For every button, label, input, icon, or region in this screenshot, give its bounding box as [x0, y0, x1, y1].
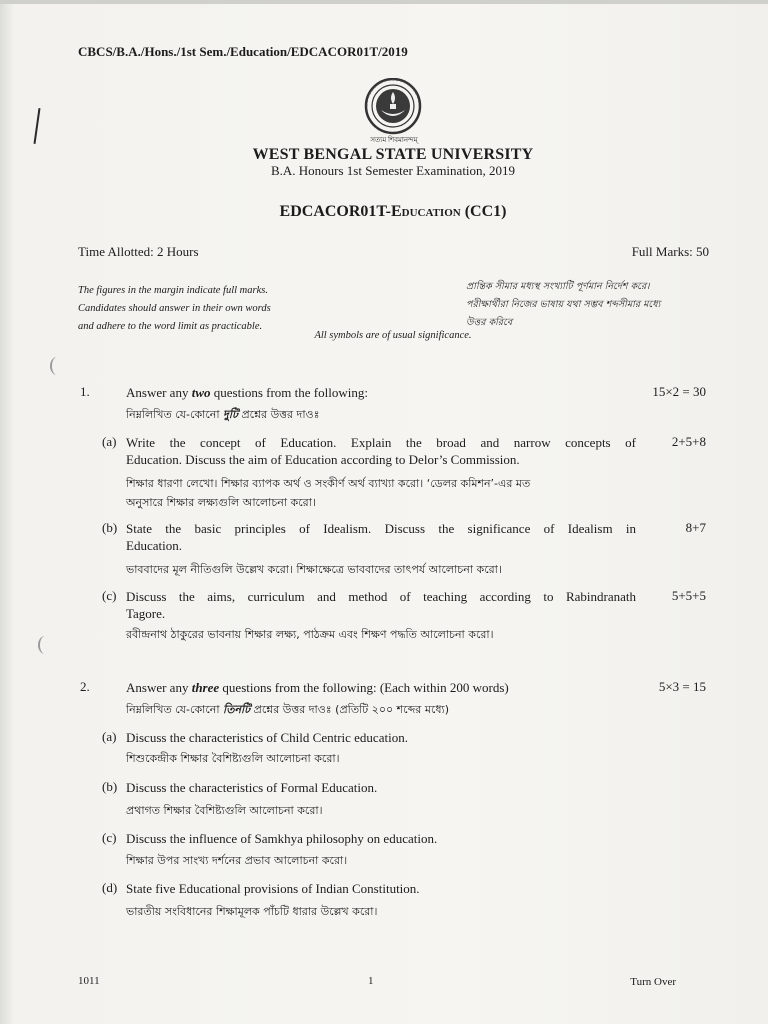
question-2-text [126, 679, 509, 696]
university-seal-logo [361, 78, 425, 142]
paper-title [0, 203, 768, 221]
question-2-marks: 5×3 = 15 [658, 679, 706, 694]
q2a-bengali: শিশুকেন্দ্রীক শিক্ষার বৈশিষ্ট্যগুলি আলোচনা করো। [126, 752, 340, 765]
q1c-line: Tagore. [126, 606, 166, 621]
punch-hole-mark [50, 357, 64, 375]
question-1-number: 1. [80, 384, 90, 399]
q1-bn-emphasis: দুটি [223, 408, 238, 421]
paper-top-edge [0, 0, 768, 4]
q2b-bengali: প্রথাগত শিক্ষার বৈশিষ্ট্যগুলি আলোচনা করো। [126, 804, 323, 817]
exam-title: B.A. Honours 1st Semester Examination, 2019 [270, 163, 516, 178]
q1a-line: Education. Discuss the aim of Education according to Delor’s Commission. [126, 452, 520, 467]
punch-hole-mark [38, 636, 52, 654]
q1-text-emphasis: two [191, 385, 211, 400]
paper-title-tail: (CC1) [460, 203, 507, 220]
q1b-line: State the basic principles of Idealism. Discuss the significance of Idealism in [126, 521, 636, 536]
q1a-text [126, 434, 636, 468]
instruction-line: Candidates should answer in their own words [78, 303, 271, 314]
q1c-marks: 5+5+5 [671, 588, 706, 603]
q2b-letter: (b) [102, 779, 118, 794]
q1c-letter: (c) [102, 588, 117, 603]
instruction-line: and adhere to the word limit as practicable. [78, 321, 263, 332]
q2d-bengali: ভারতীয় সংবিধানের শিক্ষামূলক পাঁচটি ধারার উল্লেখ করো। [126, 905, 378, 918]
paper-title-code: EDCACOR01T- [279, 203, 391, 220]
turn-over-note: Turn Over [630, 976, 676, 988]
question-1-text [126, 384, 368, 401]
q1c-text [126, 588, 636, 622]
q2a-letter: (a) [102, 729, 117, 744]
q1b-bengali: ভাববাদের মূল নীতিগুলি উল্লেখ করো। শিক্ষাক্ষেত্রে ভাববাদের তাৎপর্য আলোচনা করো। [126, 563, 502, 576]
q1a-bn-line: শিক্ষার ধারণা লেখো। শিক্ষার ব্যাপক অর্থ ও সংকীর্ণ অর্থ ব্যাখ্যা করো। ‘ডেলর কমিশন’-এর মত [126, 477, 531, 490]
time-allotted: Time Allotted: 2 Hours [78, 244, 199, 259]
paper-title-subject: Education [390, 203, 461, 220]
q2a-text: Discuss the characteristics of Child Centric education. [126, 730, 408, 745]
pen-mark [34, 108, 41, 144]
q2-bn-emphasis: তিনটি [223, 703, 251, 716]
q1-bn-pre: নিম্নলিখিত যে-কোনো [126, 408, 224, 421]
q2-text-emphasis: three [191, 680, 220, 695]
q2d-text: State five Educational provisions of Indian Constitution. [126, 881, 420, 896]
q2d-letter: (d) [102, 880, 118, 895]
q1c-bengali: রবীন্দ্রনাথ ঠাকুরের ভাবনায় শিক্ষার লক্ষ্য, পাঠক্রম এবং শিক্ষণ পদ্ধতি আলোচনা করো। [126, 628, 494, 641]
instruction-line: উত্তর করিবে [466, 317, 513, 328]
q1a-bn-line: অনুসারে শিক্ষার লক্ষ্যগুলি আলোচনা করো। [126, 496, 316, 509]
q2-bn-post: প্রশ্নের উত্তর দাওঃ (প্রতিটি ২০০ শব্দের মধ্যে) [250, 703, 450, 716]
q2-bn-pre: নিম্নলিখিত যে-কোনো [126, 703, 224, 716]
q2c-letter: (c) [102, 830, 117, 845]
q1a-marks: 2+5+8 [671, 434, 706, 449]
q2b-text: Discuss the characteristics of Formal Education. [126, 780, 378, 795]
q1a-line: Write the concept of Education. Explain the broad and narrow concepts of [126, 435, 636, 450]
q2-text-post: questions from the following: (Each within 200 words) [219, 680, 509, 695]
instructions-english [78, 282, 271, 336]
footer-code: 1011 [78, 975, 100, 987]
full-marks: Full Marks: 50 [631, 244, 709, 259]
q1-text-post: questions from the following: [210, 385, 368, 400]
q1-bn-post: প্রশ্নের উত্তর দাওঃ [237, 408, 320, 421]
instructions-bengali [466, 278, 660, 332]
q1b-text [126, 520, 636, 554]
q1b-line: Education. [126, 538, 182, 553]
symbols-note: All symbols are of usual significance. [314, 330, 472, 341]
seal-motto: সত্যম শিবমানন্দম্ [370, 136, 418, 144]
question-2-number: 2. [80, 679, 90, 694]
question-2-bengali [126, 700, 449, 719]
q1a-bengali [126, 474, 530, 512]
q1-text-pre: Answer any [126, 385, 192, 400]
page-number: 1 [368, 975, 374, 987]
instruction-line: প্রান্তিক সীমার মধ্যস্থ সংখ্যাটি পূর্ণমান নির্দেশ করে। [466, 281, 650, 292]
q1c-line: Discuss the aims, curriculum and method of teaching according to Rabindranath [126, 589, 636, 604]
q1b-letter: (b) [102, 520, 118, 535]
university-name: WEST BENGAL STATE UNIVERSITY [252, 146, 534, 163]
q1b-marks: 8+7 [685, 520, 706, 535]
q2-text-pre: Answer any [126, 680, 192, 695]
q1a-letter: (a) [102, 434, 117, 449]
instruction-line: পরীক্ষার্থীরা নিজের ভাষায় যথা সম্ভব শব্দসীমার মধ্যে [466, 299, 661, 310]
instruction-line: The figures in the margin indicate full marks. [78, 285, 268, 296]
q2c-text: Discuss the influence of Samkhya philosophy on education. [126, 831, 438, 846]
q2c-bengali: শিক্ষার উপর সাংখ্য দর্শনের প্রভাব আলোচনা করো। [126, 854, 348, 867]
question-1-bengali [126, 405, 319, 424]
question-1-marks: 15×2 = 30 [652, 384, 706, 399]
paper-code: CBCS/B.A./Hons./1st Sem./Education/EDCACOR01T/2019 [78, 44, 408, 59]
